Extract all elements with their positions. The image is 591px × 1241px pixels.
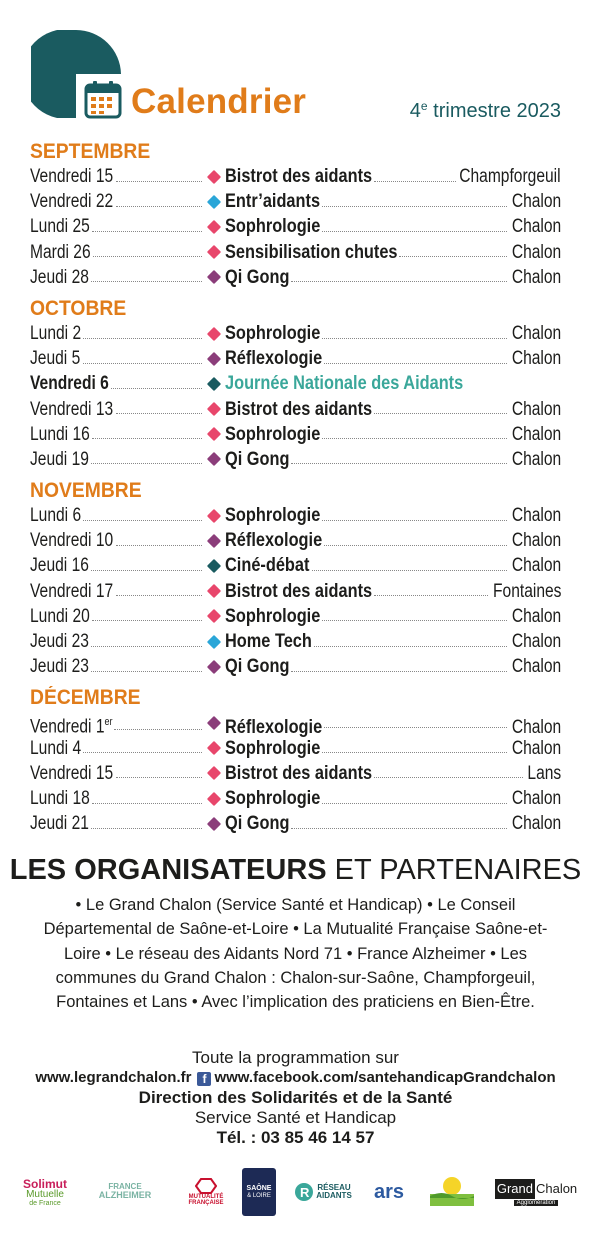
event-date-text: Lundi 20 xyxy=(30,605,90,627)
svg-text:R: R xyxy=(300,1185,310,1200)
dotted-leader xyxy=(91,569,202,571)
category-marker-icon xyxy=(207,766,221,780)
dotted-leader xyxy=(91,670,202,672)
event-date-cell xyxy=(30,240,206,265)
dotted-leader xyxy=(83,362,202,364)
category-marker-icon xyxy=(207,559,221,573)
event-date xyxy=(30,164,113,189)
event-date-cell xyxy=(30,604,206,629)
facebook-icon: f xyxy=(197,1072,211,1086)
event-date-cell xyxy=(30,736,206,761)
dotted-leader xyxy=(322,802,507,804)
category-marker-icon xyxy=(207,609,221,623)
program-intro: Toute la programmation sur xyxy=(192,1048,399,1067)
event-name: Sophrologie xyxy=(225,787,321,809)
event-row xyxy=(30,371,561,396)
event-row xyxy=(30,240,561,265)
event-date xyxy=(30,240,91,265)
event-location: Chalon xyxy=(511,191,561,213)
reseau-aidants-logo: R RÉSEAU AIDANTS xyxy=(290,1168,356,1216)
event-row xyxy=(30,604,561,629)
dotted-leader xyxy=(91,645,202,647)
event-row xyxy=(30,164,561,189)
ars-logo: ars xyxy=(373,1180,405,1203)
dotted-leader xyxy=(314,645,508,647)
event-name: Sophrologie xyxy=(225,423,321,445)
event-date-text: Vendredi 15 xyxy=(30,166,114,187)
event-date-cell xyxy=(30,761,206,786)
dotted-leader xyxy=(291,827,507,829)
category-marker-icon xyxy=(207,716,221,730)
event-location: Fontaines xyxy=(492,580,561,602)
event-location: Chalon xyxy=(511,398,561,420)
dotted-leader xyxy=(83,751,202,753)
event-date-text: Lundi 18 xyxy=(30,787,90,809)
dotted-leader xyxy=(83,337,202,339)
solimut-logo: Solimut Mutuelle de France xyxy=(23,1176,67,1207)
service-label: Service Santé et Handicap xyxy=(194,1108,397,1127)
event-date-cell xyxy=(30,553,206,578)
event-date xyxy=(30,528,113,553)
event-row xyxy=(30,761,561,786)
event-date-text: Lundi 4 xyxy=(30,737,82,759)
partner-logos xyxy=(14,1168,580,1218)
event-name: Home Tech xyxy=(225,631,312,652)
event-row xyxy=(30,214,561,239)
dotted-leader xyxy=(92,802,202,804)
event-name: Qi Gong xyxy=(225,266,290,288)
month-heading: NOVEMBRE xyxy=(30,479,142,503)
event-name: Sophrologie xyxy=(225,322,321,344)
dotted-leader xyxy=(322,751,507,753)
dotted-leader xyxy=(312,569,508,571)
event-date-text: Jeudi 23 xyxy=(30,656,89,678)
category-marker-icon xyxy=(207,791,221,805)
event-date-text: Vendredi 22 xyxy=(30,191,114,213)
event-date xyxy=(30,447,89,472)
event-date xyxy=(30,503,81,528)
event-location: Chalon xyxy=(511,530,561,552)
event-date xyxy=(30,786,90,811)
event-date-text: Jeudi 21 xyxy=(30,813,89,835)
dotted-leader xyxy=(324,544,507,546)
event-row xyxy=(30,629,561,654)
direction-label: Direction des Solidarités et de la Santé xyxy=(138,1088,453,1107)
event-row xyxy=(30,321,561,346)
event-location: Chalon xyxy=(511,555,561,577)
program-links xyxy=(0,1070,591,1086)
event-row xyxy=(30,579,561,604)
event-name: Bistrot des aidants xyxy=(225,398,373,420)
quarter-number: 4 xyxy=(409,100,421,122)
dotted-leader xyxy=(322,230,507,232)
page-title: Calendrier xyxy=(131,82,307,121)
reseau-r-icon xyxy=(294,1177,314,1207)
event-row xyxy=(30,189,561,214)
event-location: Champforgeuil xyxy=(459,166,561,187)
event-location: Chalon xyxy=(511,266,561,288)
event-name: Bistrot des aidants xyxy=(225,166,373,187)
event-row xyxy=(30,811,561,836)
grand-chalon-logo: Grand Chalon Agglomération xyxy=(496,1180,578,1206)
website-link[interactable]: www.legrandchalon.fr xyxy=(35,1069,192,1086)
event-name: Sophrologie xyxy=(225,505,321,527)
event-date-cell xyxy=(30,579,206,604)
event-date xyxy=(30,422,90,447)
event-name: Réflexologie xyxy=(225,716,323,738)
quarter-superscript: e xyxy=(420,99,428,113)
organizers-text: • Le Grand Chalon (Service Santé et Handicap) • Le Conseil Départemental de Saône-et-Loire • La Mutualité Française Saône-et-Loire • Le réseau des Aidants Nord 71 • France Alzheimer • Les communes du Grand Chalon : Chalon-sur-Saône, Champforgeuil, Fontaines et Lans • Avec l’implication des praticiens en Bien-Être. xyxy=(43,896,548,1012)
event-name: Qi Gong xyxy=(225,656,290,678)
landscape-icon xyxy=(428,1174,476,1210)
quarter-text: trimestre 2023 xyxy=(427,100,561,122)
category-marker-icon xyxy=(207,352,221,366)
event-date-text: Jeudi 5 xyxy=(30,348,81,370)
quarter-label xyxy=(410,100,561,121)
event-location: Chalon xyxy=(511,505,561,527)
event-date-cell xyxy=(30,397,206,422)
category-marker-icon xyxy=(207,741,221,755)
event-row xyxy=(30,553,561,578)
event-name: Bistrot des aidants xyxy=(225,762,373,784)
event-date-text: Vendredi 15 xyxy=(30,762,114,784)
calendar-icon xyxy=(84,81,122,119)
event-location: Chalon xyxy=(511,448,561,470)
category-marker-icon xyxy=(207,660,221,674)
event-date-text: Vendredi 13 xyxy=(30,398,114,420)
event-date-cell xyxy=(30,528,206,553)
event-date-text: Vendredi 17 xyxy=(30,580,114,602)
event-name: Sophrologie xyxy=(225,216,321,238)
event-date-text: Lundi 6 xyxy=(30,505,82,527)
dotted-leader xyxy=(92,619,202,621)
dotted-leader xyxy=(374,180,456,182)
event-date-cell xyxy=(30,811,206,836)
event-date-cell xyxy=(30,786,206,811)
saone-et-loire-logo: SAÔNE & LOIRE xyxy=(242,1168,276,1216)
event-date xyxy=(30,321,81,346)
event-date-text: Lundi 16 xyxy=(30,423,90,445)
category-marker-icon xyxy=(207,326,221,340)
event-location: Chalon xyxy=(511,716,561,738)
organizers-title-rest: ET PARTENAIRES xyxy=(326,854,582,886)
event-date-cell xyxy=(30,346,206,371)
event-row xyxy=(30,786,561,811)
event-date xyxy=(30,397,113,422)
month-heading: DÉCEMBRE xyxy=(30,686,141,710)
event-name: Journée Nationale des Aidants xyxy=(225,373,464,395)
event-date-cell xyxy=(30,214,206,239)
dotted-leader xyxy=(91,280,202,282)
event-date xyxy=(30,761,113,786)
event-date-cell xyxy=(30,265,206,290)
dotted-leader xyxy=(91,462,202,464)
dotted-leader xyxy=(116,205,202,207)
event-location: Chalon xyxy=(511,813,561,835)
event-location: Chalon xyxy=(511,605,561,627)
event-location: Chalon xyxy=(511,423,561,445)
event-row xyxy=(30,528,561,553)
event-date-cell xyxy=(30,371,206,396)
event-name: Entr’aidants xyxy=(225,191,321,213)
event-date xyxy=(30,265,89,290)
dotted-leader xyxy=(322,337,507,339)
category-marker-icon xyxy=(207,402,221,416)
event-location: Chalon xyxy=(511,216,561,238)
event-location: Chalon xyxy=(511,241,561,263)
event-date xyxy=(30,346,80,371)
event-row xyxy=(30,265,561,290)
event-location: Chalon xyxy=(511,322,561,344)
month-heading: OCTOBRE xyxy=(30,296,127,320)
event-row xyxy=(30,503,561,528)
event-row xyxy=(30,397,561,422)
event-location: Chalon xyxy=(511,631,561,652)
event-date-text: Jeudi 16 xyxy=(30,555,89,577)
event-date-text: Jeudi 19 xyxy=(30,448,89,470)
organizers-title xyxy=(0,856,591,885)
event-name: Sophrologie xyxy=(225,737,321,759)
dotted-leader xyxy=(116,180,202,182)
dotted-leader xyxy=(322,205,508,207)
event-date-text: Mardi 26 xyxy=(30,241,91,263)
event-location: Chalon xyxy=(511,656,561,678)
event-row xyxy=(30,710,561,738)
category-marker-icon xyxy=(207,817,221,831)
dotted-leader xyxy=(291,670,507,672)
category-marker-icon xyxy=(207,509,221,523)
pays-logo xyxy=(426,1168,478,1216)
dotted-leader xyxy=(374,776,523,778)
phone-number: Tél. : 03 85 46 14 57 xyxy=(216,1128,375,1147)
dotted-leader xyxy=(116,412,202,414)
organizers-title-bold: LES ORGANISATEURS xyxy=(9,854,327,886)
dotted-leader xyxy=(92,230,202,232)
program-info xyxy=(0,1049,591,1146)
category-marker-icon xyxy=(207,452,221,466)
dotted-leader xyxy=(93,255,202,257)
category-marker-icon xyxy=(207,427,221,441)
event-name: Qi Gong xyxy=(225,448,290,470)
category-marker-icon xyxy=(207,584,221,598)
event-location: Lans xyxy=(527,762,561,784)
event-date xyxy=(30,214,90,239)
event-date-text: Vendredi 6 xyxy=(30,373,109,395)
event-date-cell xyxy=(30,629,206,654)
event-date xyxy=(30,189,113,214)
dotted-leader xyxy=(92,437,202,439)
dotted-leader xyxy=(116,776,202,778)
dotted-leader xyxy=(324,726,507,728)
event-date xyxy=(30,604,90,629)
dotted-leader xyxy=(91,827,202,829)
event-date-cell xyxy=(30,321,206,346)
event-date-text: Vendredi 1 xyxy=(30,716,105,738)
event-location: Chalon xyxy=(511,787,561,809)
event-row xyxy=(30,346,561,371)
event-date-cell xyxy=(30,422,206,447)
category-marker-icon xyxy=(207,170,221,184)
event-date-cell xyxy=(30,164,206,189)
event-date xyxy=(30,811,89,836)
mutualite-francaise-logo: MUTUALITÉ FRANÇAISE xyxy=(176,1168,236,1216)
event-name: Réflexologie xyxy=(225,530,323,552)
category-marker-icon xyxy=(207,270,221,284)
dotted-leader xyxy=(322,619,507,621)
dotted-leader xyxy=(83,519,202,521)
event-date-text: Jeudi 23 xyxy=(30,631,89,652)
category-marker-icon xyxy=(207,534,221,548)
event-date-text: Jeudi 28 xyxy=(30,266,89,288)
event-date xyxy=(30,654,89,679)
event-name: Bistrot des aidants xyxy=(225,580,373,602)
event-date-cell xyxy=(30,654,206,679)
dotted-leader xyxy=(116,594,202,596)
event-name: Ciné-débat xyxy=(225,555,310,577)
event-date-cell xyxy=(30,503,206,528)
event-date-cell xyxy=(30,447,206,472)
event-date-text: Lundi 2 xyxy=(30,322,82,344)
event-date-text: Vendredi 10 xyxy=(30,530,114,552)
event-date-text: Lundi 25 xyxy=(30,216,90,238)
category-marker-icon xyxy=(207,377,221,391)
event-date xyxy=(30,553,89,578)
facebook-link[interactable]: www.facebook.com/santehandicapGrandchalon xyxy=(214,1069,556,1086)
event-date-superscript: er xyxy=(104,716,113,729)
dotted-leader xyxy=(291,280,507,282)
category-marker-icon xyxy=(207,635,221,649)
event-name: Sensibilisation chutes xyxy=(225,241,398,263)
calendar-list xyxy=(30,140,561,836)
category-marker-icon xyxy=(207,220,221,234)
event-date-cell xyxy=(30,189,206,214)
dotted-leader xyxy=(111,387,202,389)
category-marker-icon xyxy=(207,245,221,259)
event-location: Chalon xyxy=(511,348,561,370)
event-row xyxy=(30,654,561,679)
event-name: Qi Gong xyxy=(225,813,290,835)
event-date xyxy=(30,579,113,604)
hexagon-icon xyxy=(195,1178,217,1194)
event-name: Réflexologie xyxy=(225,348,323,370)
dotted-leader xyxy=(116,544,202,546)
dotted-leader xyxy=(399,255,507,257)
event-row xyxy=(30,422,561,447)
dotted-leader xyxy=(114,728,202,730)
dotted-leader xyxy=(374,412,507,414)
dotted-leader xyxy=(291,462,507,464)
dotted-leader xyxy=(322,437,507,439)
event-location: Chalon xyxy=(511,737,561,759)
category-marker-icon xyxy=(207,195,221,209)
event-row xyxy=(30,447,561,472)
month-heading: SEPTEMBRE xyxy=(30,140,151,163)
dotted-leader xyxy=(324,362,507,364)
event-date xyxy=(30,736,81,761)
dotted-leader xyxy=(374,594,488,596)
event-date xyxy=(30,371,109,396)
event-date xyxy=(30,629,89,654)
dotted-leader xyxy=(322,519,507,521)
event-name: Sophrologie xyxy=(225,605,321,627)
france-alzheimer-logo: FRANCE ALZHEIMER xyxy=(98,1182,152,1201)
